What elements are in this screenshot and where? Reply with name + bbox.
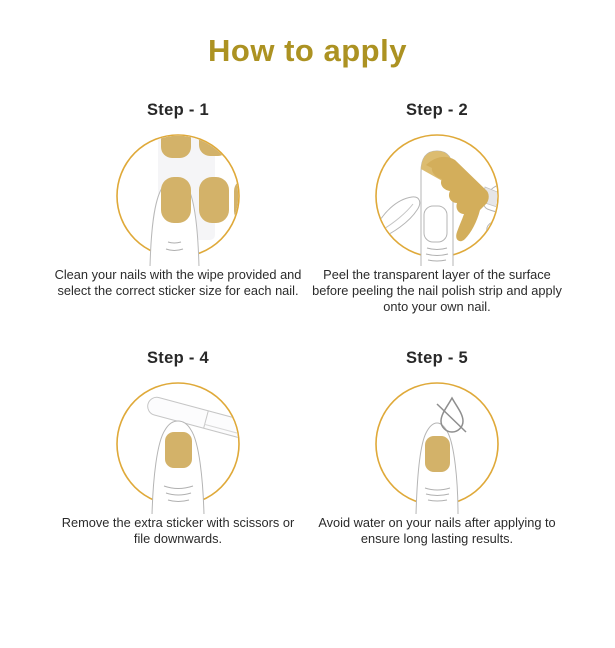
- bare-nail: [424, 206, 447, 242]
- step-5-description: Avoid water on your nails after applying to ensure long lasting results.: [318, 514, 556, 546]
- step-1-label: Step - 1: [147, 101, 209, 119]
- step-2-illustration peel-strip-icon: [367, 126, 507, 266]
- step-4-description: Remove the extra sticker with scissors or file downwards.: [61, 514, 295, 546]
- gold-nail-sticker: [425, 436, 450, 472]
- step-5-label: Step - 5: [406, 348, 468, 367]
- page-title: How to apply: [208, 33, 407, 68]
- gold-nail-sticker: [165, 432, 192, 468]
- step-card-5: [308, 349, 567, 547]
- step-card-2: [308, 101, 567, 316]
- step-card-1: [49, 101, 308, 316]
- step-card-4: [49, 349, 308, 547]
- step-4-illustration nail-file-icon: [108, 374, 248, 514]
- step-2-label: Step - 2: [406, 101, 468, 119]
- step-2-description: Peel the transparent layer of the surface before peeling the nail polish strip and apply onto your own nail.: [312, 267, 562, 315]
- step-4-label: Step - 4: [147, 348, 209, 367]
- steps-grid: [49, 101, 567, 547]
- step-5-illustration no-water-illustration: [367, 374, 507, 514]
- step-1-illustration nail-sticker-sheet-icon: [108, 126, 248, 266]
- step-1-description: Clean your nails with the wipe provided and select the correct sticker size for each nail.: [54, 267, 302, 299]
